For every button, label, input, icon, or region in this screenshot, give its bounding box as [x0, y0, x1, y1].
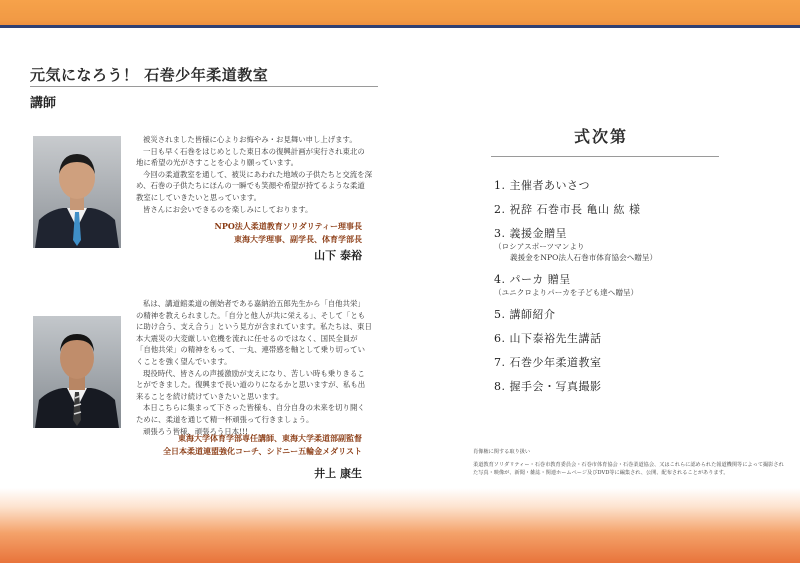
program-item: 8. 握手会・写真撮影	[494, 380, 602, 393]
program-item: 1. 主催者あいさつ	[494, 179, 590, 192]
portrait-rights-notice	[473, 448, 785, 478]
program-item-note: （ロシアスポーツマンより	[494, 242, 585, 251]
instructor-affiliation-1	[215, 220, 363, 246]
notice-title: 肖像権に関する取り扱い	[473, 449, 531, 455]
bio-paragraph: 被災されました皆様に心よりお悔やみ・お見舞い申し上げます。	[143, 135, 357, 144]
affiliation-line: 全日本柔道連盟強化コーチ、シドニー五輪金メダリスト	[163, 446, 362, 456]
event-title: 元気になろう！ 石巻少年柔道教室	[30, 66, 269, 84]
program-divider	[491, 156, 719, 157]
affiliation-line: 東海大学理事、副学長、体育学部長	[234, 234, 362, 244]
program-list	[494, 177, 754, 394]
bio-paragraph: 一日も早く石巻をはじめとした東日本の復興計画が実行され東北の地に希望の光がさすことを心より願っています。	[136, 146, 365, 168]
top-decorative-band	[0, 0, 800, 28]
title-divider	[30, 86, 378, 87]
instructor-name-2: 井上 康生	[314, 467, 362, 480]
affiliation-line: NPO法人柔道教育ソリダリティー理事長	[214, 221, 362, 231]
bio-paragraph: 現役時代、皆さんの声援激励が支えになり、苦しい時も乗りきることができました。復興まで長い道のりになるかと思いますが、私も出来ることを続け続けていきたいと思います。	[136, 368, 366, 401]
bottom-decorative-band	[0, 488, 800, 563]
program-item: 6. 山下泰裕先生講話	[494, 332, 602, 345]
program-item: 3. 義援金贈呈	[494, 227, 567, 240]
instructor-bio-2	[136, 298, 372, 437]
bio-paragraph: 皆さんにお会いできるのを楽しみにしております。	[143, 204, 313, 214]
affiliation-line: 東海大学体育学部専任講師、東海大学柔道部副監督	[178, 433, 362, 443]
program-item: 5. 講師紹介	[494, 308, 556, 321]
notice-body: 柔道教育ソリダリティー・石巻市教育委員会・石巻市体育協会・石巻柔道協会、又はこれらに認められた報道機関等によって撮影された写真・映像が、新聞・雑誌・関連ホームページ及びDVD等に編集され、公開、配布されることがあります。	[473, 461, 784, 477]
program-title: 式次第	[574, 127, 629, 146]
instructor-photo-1	[33, 136, 121, 248]
instructor-photo-2	[33, 316, 121, 428]
program-item-note: （ユニクロよりパーカを子ども達へ贈呈）	[494, 288, 639, 297]
program-item: 2. 祝辞 石巻市長 亀山 紘 様	[494, 203, 641, 216]
program-item: 7. 石巻少年柔道教室	[494, 356, 602, 369]
instructor-name-1: 山下 泰裕	[314, 249, 362, 262]
bio-paragraph: 今回の柔道教室を通して、被災にあわれた地域の子供たちと交流を深め、石巻の子供たちにほんの一瞬でも笑顔や希望が持てるような柔道教室にしていきたいと思っています。	[136, 169, 372, 202]
bio-paragraph: 頑張ろう皆様、頑張ろう日本!!!	[143, 426, 248, 436]
instructor-affiliation-2	[163, 432, 362, 458]
bio-paragraph: 私は、講道館柔道の創始者である嘉納治五郎先生から「自他共栄」の精神を教えられました。「自分と他人が共に栄える」、そして「ともに助け合う、支え合う」という見方が含まれています。私たちは、東日本大震災の大変厳しい危機を流れに任せるのではなく、国民全員が「自他共栄」の精神をもって、一丸、連帯感を軸として乗り切っていくことを強く望んでいます。	[136, 299, 372, 366]
program-item: 4. パーカ 贈呈	[494, 273, 571, 286]
program-item-note: 義援金をNPO法人石巻市体育協会へ贈呈）	[510, 253, 658, 262]
section-heading-instructors: 講師	[30, 96, 57, 111]
instructor-bio-1	[136, 134, 372, 215]
bio-paragraph: 本日こちらに集まって下さった皆様も、自分自身の未来を切り開くために、柔道を通じて精一杯頑張って行きましょう。	[136, 403, 365, 424]
